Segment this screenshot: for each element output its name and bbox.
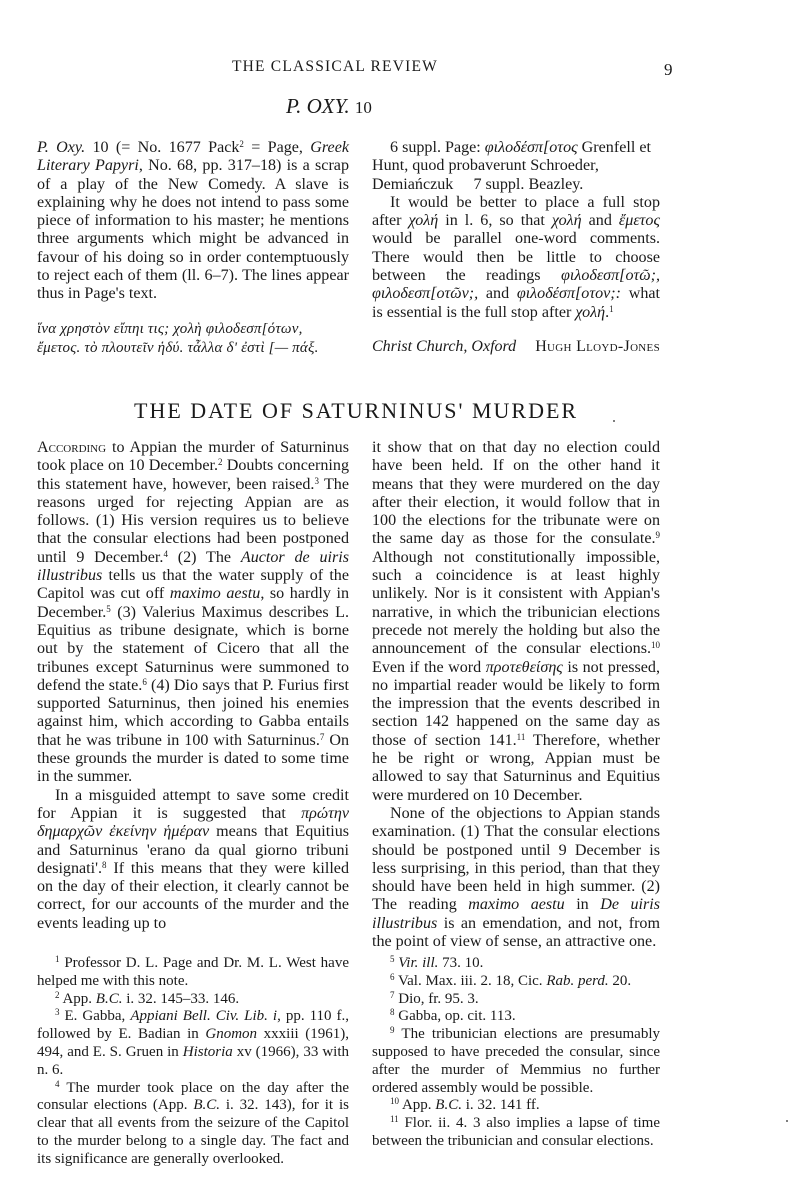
footnote xyxy=(372,1026,660,1097)
text-run: , pp. 110 f., followed by E. Badian in xyxy=(37,1008,350,1043)
text-run: it show that on that day no election could have been held. If on the other hand it means that they were murdered on the day after their election, it would follow that in 100 the elections for the tribunate were on the same day as those for the consulate. xyxy=(372,439,660,548)
note-title xyxy=(286,94,372,119)
greek-word: φιλοδέσπ[οτον;: xyxy=(516,285,622,303)
footnote-number: 10 xyxy=(390,1096,399,1107)
italic-citation: Vir. ill. xyxy=(398,955,439,971)
text-run: means that Equitius and Saturninus 'erano da qual giorno tribuni designati'. xyxy=(37,823,350,877)
text-run: None of the objections to Appian stands examination. (1) That the consular elections should be postponed until 9 December is less surprising, in this period, than that they should have been held in high summer. (2) The reading xyxy=(372,804,660,914)
text-run: would be parallel one-word comments. There would then be little to choose between the readings xyxy=(372,230,660,285)
greek-word: ἔμετος xyxy=(618,212,661,230)
text-run: xv (1966), 33 with n. 6. xyxy=(37,1043,349,1078)
footnote-number: 8 xyxy=(390,1007,395,1018)
text-run: 20. xyxy=(608,972,632,989)
footnote-number: 7 xyxy=(390,989,395,1000)
text-run: If this means that they were killed on the day of their election, it clearly cannot be correct, for our accounts of the murder and the events leading up to xyxy=(37,859,349,932)
footnote xyxy=(372,1115,660,1151)
print-speck xyxy=(786,1120,788,1122)
footnote-ref: 10 xyxy=(651,640,660,651)
greek-word: φιλοδεσπ[οτῶν;, xyxy=(372,285,479,303)
text-run: 73. 10. xyxy=(438,955,484,971)
text-run: On these grounds the murder is dated to some time in the summer. xyxy=(37,731,349,786)
article-paragraph-3 xyxy=(372,439,660,805)
article-paragraph-1 xyxy=(37,439,349,787)
italic-title: Auctor de uiris illustribus xyxy=(37,548,350,585)
footnote-number: 1 xyxy=(55,954,60,964)
text-run: , No. 68, pp. 317–18) is a scrap of a play of the New Comedy. A slave is explaining why he does not intend to pass some piece of information to his master; he mentions three arguments which might be advanced in favour of his doing so in order contemptuously to reject each of them (ll. 6–7). The lines appear thus in Page's text. xyxy=(37,157,350,303)
footnote-number: 2 xyxy=(55,989,60,1000)
italic-phrase: maximo aestu xyxy=(169,585,261,603)
footnote-ref: 6 xyxy=(142,676,147,687)
text-run: xxxiii (1961), 494, and E. S. Gruen in xyxy=(37,1026,350,1060)
italic-citation: Appiani Bell. Civ. Lib. i xyxy=(130,1008,278,1025)
italic-citation: Historia xyxy=(182,1043,233,1060)
text-run: tells us that the water supply of the Capitol was cut off xyxy=(37,567,349,603)
text-run: E. Gabba, xyxy=(64,1008,131,1025)
text-run: i. 32. 143), for it is clear that all events from the seizure of the Capitol to the murder belong to a single day. The fact and its significance are generally overlooked. xyxy=(37,1097,349,1167)
footnote-ref: 3 xyxy=(314,475,319,486)
text-run: Flor. ii. 4. 3 also implies a lapse of time between the tribunician and consular elections. xyxy=(372,1115,660,1149)
greek-phrase: πρώτην δημαρχῶν ἐκείνην ἡμέραν xyxy=(37,804,349,841)
apparatus-criticus xyxy=(372,139,660,194)
footnote xyxy=(372,1008,660,1026)
footnote xyxy=(37,991,349,1009)
text-run: Gabba, op. cit. 113. xyxy=(398,1008,516,1025)
footnote xyxy=(372,955,660,973)
footnote-number: 6 xyxy=(390,971,395,982)
article-paragraph-2 xyxy=(37,787,349,933)
footnotes-right xyxy=(372,955,660,1151)
greek-word: χολή xyxy=(408,212,439,230)
text-run: 6 suppl. Page: xyxy=(390,139,485,156)
footnote-ref: 11 xyxy=(516,731,526,742)
footnote-number: 3 xyxy=(55,1007,60,1018)
text-run: Therefore, whether he be right or wrong, Appian must be allowed to say that Saturninus and Equitius were murdered on 10 December. xyxy=(372,731,661,804)
signoff xyxy=(372,338,660,356)
footnote-ref: 1 xyxy=(609,303,614,314)
signoff-place: Christ Church, Oxford xyxy=(372,338,517,355)
footnote-ref: 7 xyxy=(319,731,325,742)
text-run: in l. 6, so that xyxy=(438,212,552,230)
footnote xyxy=(37,1008,349,1079)
text-run: i. 32. 145–33. 146. xyxy=(122,990,240,1007)
italic-citation: B.C. xyxy=(95,990,123,1007)
text-run: (2) The xyxy=(167,548,241,566)
print-speck xyxy=(613,420,615,422)
italic-phrase: maximo aestu xyxy=(468,896,565,914)
text-run: Doubts concerning this statement have, however, been raised. xyxy=(37,457,349,493)
footnote-number: 5 xyxy=(390,954,395,964)
footnote-ref: 8 xyxy=(102,859,107,870)
greek-quote-line-1: ἵνα χρηστὸν εἴπηι τις; χολὴ φιλοδεσπ[ότων, xyxy=(37,321,303,337)
footnote-ref: 9 xyxy=(655,530,660,541)
footnote-number: 11 xyxy=(390,1114,399,1125)
footnote-ref: 4 xyxy=(163,548,168,559)
article-paragraph-4 xyxy=(372,805,660,951)
text-run: is not pressed, no impartial reader would be likely to form the impression that the events described in section 142 happened on the same day as those of section 141. xyxy=(372,658,660,749)
text-run: The murder took place on the day after the consular elections (App. xyxy=(37,1079,349,1114)
text-run: i. 32. 141 ff. xyxy=(461,1097,540,1114)
text-run: Dio, fr. 95. 3. xyxy=(398,990,479,1007)
text-run: Professor D. L. Page and Dr. M. L. West have helped me with this note. xyxy=(37,955,349,989)
article-left-column xyxy=(37,439,349,933)
text-run: The reasons urged for rejecting Appian are as follows. (1) His version requires us to believe that the consular elections had been postponed until 9 December. xyxy=(37,475,349,566)
text-run: 10 (= No. 1677 Pack xyxy=(85,139,240,156)
note-title-number: 10 xyxy=(354,98,372,117)
footnote xyxy=(372,973,660,991)
greek-word: φιλοδεσπ[οτῶ;, xyxy=(560,267,660,285)
footnote xyxy=(372,1097,660,1115)
text-run: and xyxy=(581,212,619,230)
text-run: what is essential is the full stop after xyxy=(372,285,660,321)
note-right-column xyxy=(372,139,660,322)
text-run: to Appian the murder of Saturninus took place on 10 December. xyxy=(37,439,349,475)
note-title-italic: P. OXY. xyxy=(286,94,350,118)
footnote xyxy=(37,955,349,991)
footnote-ref: 2 xyxy=(218,457,223,468)
article-right-column xyxy=(372,439,660,951)
greek-word: προτεθείσης xyxy=(485,658,563,676)
text-run: In a misguided attempt to save some credit for Appian it is suggested that xyxy=(37,786,349,822)
text-run: The tribunician elections are presumably supposed to have preceded the consular, since after the murder of Memmius no further ordered assembly would be possible. xyxy=(372,1026,660,1096)
text-run: and xyxy=(478,285,517,303)
text-run: . xyxy=(605,303,610,321)
page-number: 9 xyxy=(664,60,674,79)
article-title: THE DATE OF SATURNINUS' MURDER xyxy=(134,398,579,423)
text-run: is an emendation, and not, from the point of view of sense, an attractive one. xyxy=(372,914,660,951)
greek-word: χολή xyxy=(551,212,582,230)
footnote xyxy=(37,1080,349,1169)
footnote-number: 4 xyxy=(55,1078,60,1089)
text-run: , so hardly in December. xyxy=(37,585,349,621)
footnote-number: 9 xyxy=(390,1025,395,1036)
journal-title: THE CLASSICAL REVIEW xyxy=(232,58,438,75)
footnotes-left xyxy=(37,955,349,1169)
text-run: App. xyxy=(401,1097,436,1114)
signoff-author: Hugh Lloyd-Jones xyxy=(535,338,660,355)
text-run: It would be better to place a full stop after xyxy=(372,193,660,230)
text-run: 7 suppl. Beazley. xyxy=(473,175,584,193)
italic-citation: Gnomon xyxy=(205,1026,258,1043)
text-run: Although not constitutionally impossible, such a coincidence is at least highly unlikely. Nor is it consistent with Appian's narrative, in which the tribunician elections precede not merely the holding but also the announcement of the consular elections. xyxy=(372,548,660,658)
text-run: (3) Valerius Maximus describes L. Equitius as tribune designate, which is borne out by the statement of Cicero that all the tribunes except Saturninus were summoned to defend the state. xyxy=(37,603,349,694)
italic-citation: B.C. xyxy=(193,1097,220,1114)
superscript: 2 xyxy=(239,139,244,149)
text-run: App. xyxy=(62,990,96,1007)
note-argument-paragraph xyxy=(372,194,660,322)
text-run: Val. Max. iii. 2. 18, Cic. xyxy=(397,972,547,989)
text-run: in xyxy=(564,896,601,914)
text-run: (4) Dio says that P. Furius first supported Saturninus, then joined his enemies against him, which according to Gabba entails that he was tribune in 100 with Saturninus. xyxy=(37,676,350,749)
italic-citation: Rab. perd. xyxy=(546,972,609,989)
note-left-column xyxy=(37,139,349,304)
greek-quote xyxy=(37,320,377,357)
greek-word: χολή xyxy=(575,303,606,321)
text-run: Grenfell et Hunt, quod probaverunt Schroeder, Demiańczuk xyxy=(372,139,651,193)
note-intro-paragraph xyxy=(37,139,349,304)
lead-word: According xyxy=(37,439,107,456)
text-run: = Page, xyxy=(243,139,311,156)
footnote-ref: 5 xyxy=(106,603,111,614)
text-run: Even if the word xyxy=(372,658,486,676)
italic-title: De uiris illustribus xyxy=(372,896,660,932)
footnote xyxy=(372,991,660,1009)
papyrus-ref: P. Oxy. xyxy=(37,139,86,156)
greek-quote-line-2: ἔμετος. τὸ πλουτεῖν ἡδύ. τἆλλα δ' ἐστὶ [— πάξ. xyxy=(37,339,319,356)
greek-word: φιλοδέσπ[οτος xyxy=(484,139,578,156)
book-title: Greek Literary Papyri xyxy=(37,139,349,175)
italic-citation: B.C. xyxy=(435,1097,462,1114)
